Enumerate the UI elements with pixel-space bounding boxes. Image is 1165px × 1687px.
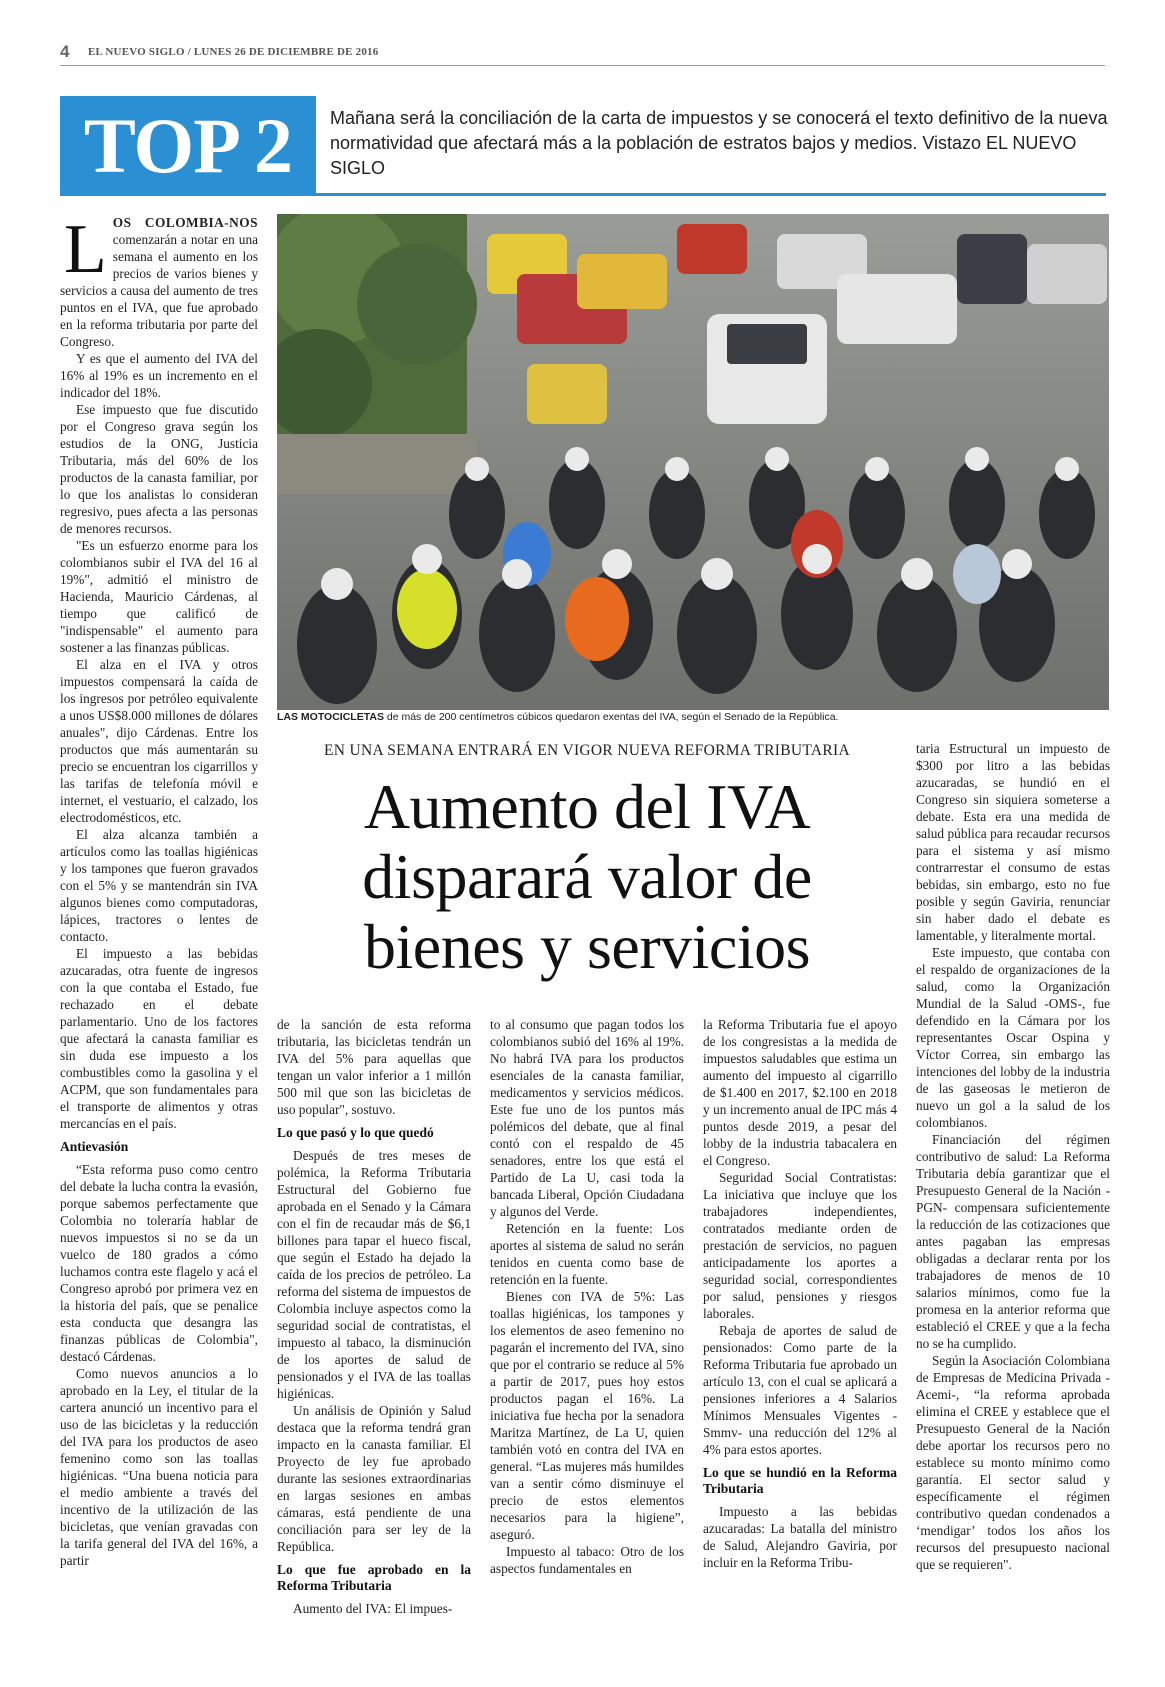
page-header	[60, 38, 1105, 66]
paragraph: El alza alcanza también a artículos como las toallas higiénicas y los tampones que fueron gravados con el 5% y se mantendrán sin IVA algunos bienes como computadoras, lápices, tractores o lentes de contacto.	[60, 827, 258, 944]
paragraph: “Esta reforma puso como centro del debate la lucha contra la evasión, porque sabemos perfectamente que Colombia no toleraría hablar de nuevos impuestos si no se da un vuelco de 180 grados a cómo luchamos contra este flagelo y acá el Congreso aprobó por primera vez en la historia del país, que se penalice esta conducta que desangra las finanzas públicas de Colombia", destacó Cárdenas.	[60, 1162, 258, 1364]
paragraph: Seguridad Social Contratistas: La iniciativa que incluye que los trabajadores independientes, contratados mediante orden de prestación de servicios, no paguen anticipadamente los aportes a seguridad social, correspondientes por salud, pensiones y riesgos laborales.	[703, 1170, 897, 1321]
paragraph: Y es que el aumento del IVA del 16% al 19% es un incremento en el indicador del 18%.	[60, 351, 258, 400]
caption-text: de más de 200 centímetros cúbicos quedaron exentas del IVA, según el Senado de la República.	[383, 711, 839, 723]
paragraph: Este impuesto, que contaba con el respaldo de organizaciones de la salud, como la Organización Mundial de la Salud -OMS-, fue defendido en la Cámara por los representantes Oscar Ospina y Víctor Correa, sin embargo las intenciones del lobby de la industria de las gaseosas le metieron de nuevo un gol a la salud de los colombianos.	[916, 945, 1110, 1130]
article-headline: Aumento del IVA disparará valor de bienes y servicios	[362, 771, 812, 982]
paragraph: Retención en la fuente: Los aportes al sistema de salud no serán tenidos en cuenta como base de retención en la fuente.	[490, 1221, 684, 1287]
paragraph: El impuesto a las bebidas azucaradas, otra fuente de ingresos con la que contaba el Estado, fue rechazado en el debate parlamentario. Uno de los factores que afectará la canasta familiar es sin duda ese impuesto a los combustibles como la gasolina y el ACPM, que son fundamentales para el transporte de alimentos y otras mercancías en el país.	[60, 946, 258, 1131]
subhead-lo-que-paso: Lo que pasó y lo que quedó	[277, 1125, 434, 1140]
motorcycles-photo	[277, 214, 1109, 710]
paragraph: Bienes con IVA de 5%: Las toallas higiénicas, los tampones y los elementos de aseo femenino no pagarán el incremento del IVA, sino que por el contrario se reduce al 5% a partir de 2017, pues hoy estos productos pagan el 16%. La iniciativa fue hecha por la senadora Maritza Martínez, de La U, quien también votó en contra del IVA en general. “Las mujeres más humildes van a sentir cómo disminuye el precio de estos elementos necesarios para la higiene”, aseguró.	[490, 1289, 684, 1542]
paragraph: Rebaja de aportes de salud de pensionados: Como parte de la Reforma Tributaria fue aprobado un artículo 13, con el cual se aplicará a pensiones inferiores a 4 Salarios Mínimos Mensuales Vigentes -Smmv- una reducción del 12% al 4% para estos aportes.	[703, 1323, 897, 1457]
article-column-3	[490, 1016, 684, 1577]
article-column-1	[60, 211, 258, 1569]
article-column-4	[703, 1016, 897, 1571]
top-banner	[60, 96, 1106, 196]
paragraph: Financiación del régimen contributivo de salud: La Reforma Tributaria debía garantizar que el Presupuesto General de la Nación -PGN- compensara suficientemente la reducción de las cotizaciones que antes pagaban las empresas obligadas a declarar renta por los trabajadores de menos de 10 salarios mínimos, como fue la promesa en la anterior reforma que estableció el CREE y que a la fecha no se ha cumplido.	[916, 1132, 1110, 1351]
article-kicker: EN UNA SEMANA ENTRARÁ EN VIGOR NUEVA REFORMA TRIBUTARIA	[324, 742, 850, 759]
paragraph: Después de tres meses de polémica, la Reforma Tributaria Estructural del Gobierno fue aprobada en el Senado y la Cámara con el fin de recaudar más de $6,1 billones para tapar el hueco fiscal, que según el Estado ha dejado la caída de los precios de petróleo. La reforma del sistema de impuestos de Colombia incluye aspectos como la seguridad social de contratistas, el impuesto al tabaco, la disminución de los aportes de salud de pensionados y el IVA de las toallas higiénicas.	[277, 1148, 471, 1401]
article-column-5	[916, 740, 1110, 1573]
paragraph: Como nuevos anuncios a lo aprobado en la Ley, el titular de la cartera anunció un incentivo para el uso de las bicicletas y la reducción del IVA para los productos de aseo femenino como son las toallas higiénicas. “Una buena noticia para el medio ambiente a través del incentivo de la utilización de las bicicletas, que venían gravadas con la tarifa general del IVA del 16%, a partir	[60, 1366, 258, 1568]
drop-cap: L	[64, 211, 107, 288]
photo-caption	[277, 711, 1109, 723]
banner-summary: Mañana será la conciliación de la carta de impuestos y se conocerá el texto definitivo de la nueva normatividad que afectará más a la población de estratos bajos y medios. Vistazo EL NUEVO SIGLO	[330, 108, 1108, 178]
lead-text: comenzarán a notar en una semana el aumento en los precios de varios bienes y servicios a causa del aumento de tres puntos en el IVA, que fue aprobado en la reforma tributaria por parte del Congreso.	[60, 232, 258, 349]
paragraph: Impuesto al tabaco: Otro de los aspectos fundamentales en	[490, 1544, 684, 1576]
paragraph: Un análisis de Opinión y Salud destaca que la reforma tendrá gran impacto en la canasta familiar. El Proyecto de ley fue aprobado durante las sesiones extraordinarias en largas sesiones en ambas cámaras, está pendiente de una conciliación para ser ley de la República.	[277, 1403, 471, 1554]
article-column-2	[277, 1016, 471, 1617]
paragraph: la Reforma Tributaria fue el apoyo de los congresistas a la medida de impuestos saludables que estima un aumento del impuesto al cigarrillo de $1.400 en 2017, $2.100 en 2018 y un incremento anual de IPC más 4 puntos desde 2019, a pesar del lobby de la industria tabacalera en el Congreso.	[703, 1017, 897, 1168]
paragraph: to al consumo que pagan todos los colombianos subió del 16% al 19%. No habrá IVA para los productos esenciales de la canasta familiar, medicamentos y servicios médicos. Este fue uno de los puntos más polémicos del debate, que al final contó con el respaldo de 45 senadores, entre los que está el Partido de La U, casi toda la bancada Liberal, Opción Ciudadana y algunos del Verde.	[490, 1017, 684, 1219]
top-label: TOP 2	[60, 96, 316, 196]
paragraph: "Es un esfuerzo enorme para los colombianos subir el IVA del 16 al 19%", admitió el ministro de Hacienda, Mauricio Cárdenas, al tiempo que calificó de "indispensable" el aumento para sostener a las finanzas públicas.	[60, 538, 258, 655]
paragraph: El alza en el IVA y otros impuestos compensará la caída de los ingresos por petróleo equivalente a unos US$8.000 millones de dólares anuales", dijo Cárdenas. Entre los productos que más aumentarán su precio se encuentran los cigarrillos y las tarifas de telefonía móvil e internet, el vestuario, el calzado, los electrodomésticos, etc.	[60, 657, 258, 825]
paper-dateline: EL NUEVO SIGLO / LUNES 26 DE DICIEMBRE DE 2016	[88, 46, 379, 58]
paragraph: Impuesto a las bebidas azucaradas: La batalla del ministro de Salud, Alejandro Gaviria, por incluir en la Reforma Tribu-	[703, 1504, 897, 1570]
page-number: 4	[60, 42, 70, 61]
lead-paragraph	[60, 211, 258, 350]
caption-lead: LAS MOTOCICLETAS	[277, 711, 384, 723]
paragraph: Aumento del IVA: El impues-	[293, 1601, 453, 1616]
paragraph: Según la Asociación Colombiana de Empresas de Medicina Privada -Acemi-, “la reforma aprobada elimina el CREE y establece que el Presupuesto General de la Nación debe aportar los recursos pero no establece su monto mínimo como garantía. El sector salud y específicamente el régimen contributivo quedan condenados a ‘mendigar’ todos los años los recursos del presupuesto nacional que se requieren".	[916, 1353, 1110, 1572]
paragraph: taria Estructural un impuesto de $300 por litro a las bebidas azucaradas, se hundió en el Congreso sin siquiera someterse a debate. Esta era una medida de salud pública para recaudar recursos para el sistema y así mismo contrarrestar el consumo de estas bebidas, sin embargo, esto no fue posible y según Gaviria, renunciar sin haber dado el debate es lamentable, y literalmente mortal.	[916, 741, 1110, 943]
subhead-antievasion: Antievasión	[60, 1139, 129, 1154]
paragraph: de la sanción de esta reforma tributaria, las bicicletas tendrán un IVA del 5% para aquellas que tengan un valor inferior a 1 millón 500 mil que son las bicicletas de uso popular", sostuvo.	[277, 1017, 471, 1117]
subhead-lo-que-se-hundio: Lo que se hundió en la Reforma Tributaria	[703, 1465, 897, 1496]
paragraph: Ese impuesto que fue discutido por el Congreso grava según los estudios de la ONG, Justicia Tributaria, más del 60% de los productos de la canasta familiar, por lo que los analistas lo consideran regresivo, pues afecta a las personas de menores recursos.	[60, 402, 258, 536]
photo-illustration	[277, 214, 1109, 710]
subhead-lo-aprobado: Lo que fue aprobado en la Reforma Tributaria	[277, 1562, 471, 1593]
lead-smallcaps: OS COLOMBIA-NOS	[112, 215, 258, 230]
